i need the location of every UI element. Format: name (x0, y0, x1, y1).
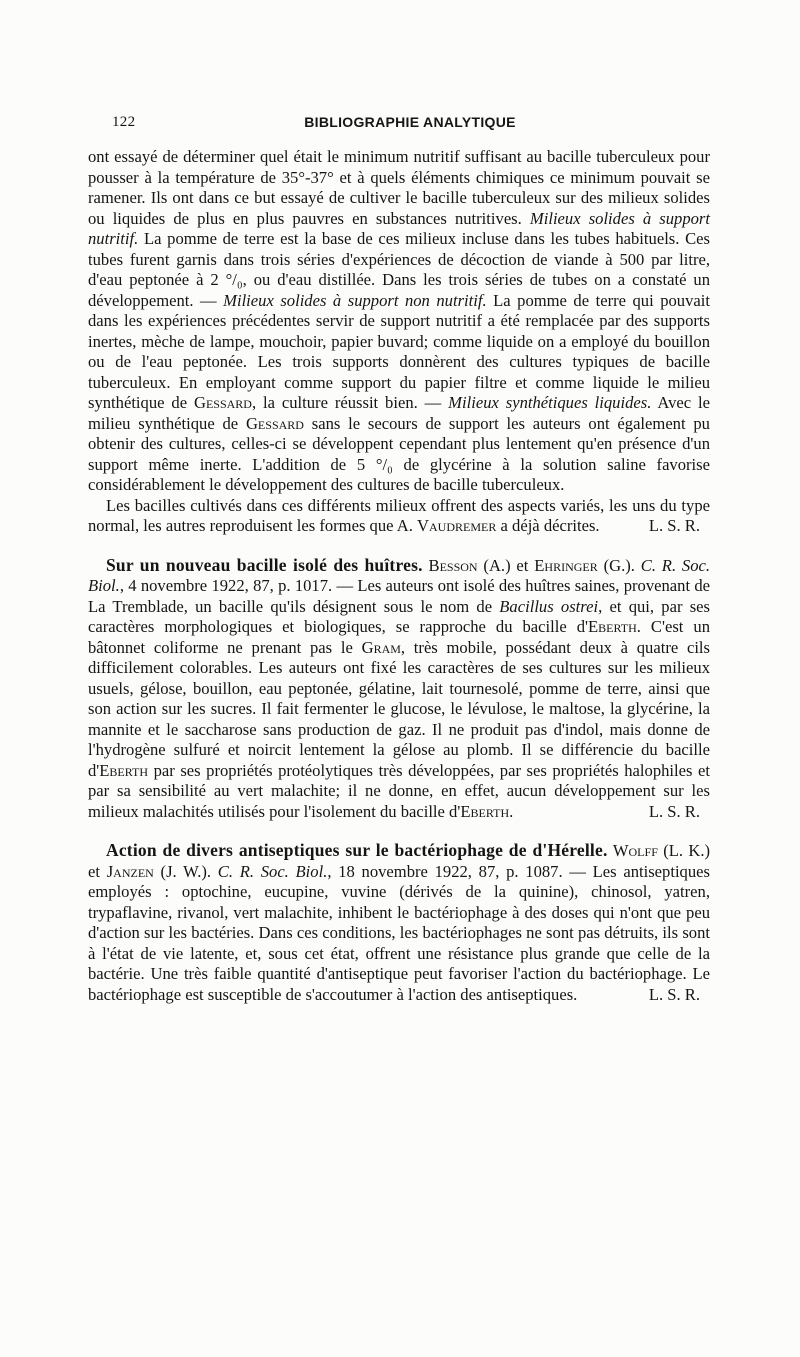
article-1-paragraph-1: ont essayé de déterminer quel était le minimum nutritif suffisant au bacille tuberculeux pour pousser à la température de 35°-37° et à quels éléments chimiques ce minimum pouvait se ramener. Ils ont dans ce but essayé de cultiver le bacille tuberculeux sur des milieux solides ou liquides de plus en plus pauvres en substances nutritives. Milieux solides à support nutritif. La pomme de terre est la base de ces milieux incluse dans les tubes habituels. Ces tubes furent garnis dans trois séries d'expériences de décoction de viande à 500 par litre, d'eau peptonée à 2 °/₀, ou d'eau distillée. Dans les trois séries de tubes on a constaté un développement. — Milieux solides à support non nutritif. La pomme de terre qui pouvait dans les expériences précédentes servir de support nutritif a été remplacée par des supports inertes, mèche de lampe, mouchoir, papier buvard; comme liquide on a employé du bouillon ou de l'eau peptonée. Les trois supports donnèrent des cultures typiques de bacille tuberculeux. En employant comme support du papier filtre et comme liquide le milieu synthétique de Gessard, la culture réussit bien. — Milieux synthétiques liquides. Avec le milieu synthétique de Gessard sans le secours de support les auteurs ont également pu obtenir des cultures, celles-ci se développent cependant plus lentement qu'en présence d'un support même inerte. L'addition de 5 °/₀ de glycérine à la solution saline favorise considérablement le développement des cultures de bacille tuberculeux. (88, 147, 711, 494)
page-number: 122 (112, 114, 136, 130)
article-2-signature: L. S. R. (648, 801, 700, 821)
running-title: BIBLIOGRAPHIE ANALYTIQUE (304, 114, 516, 130)
article-3: Action de divers antiseptiques sur le bactériophage de d'Hérelle. Wolff (L. K.) et Janzen (J. W.). C. R. Soc. Biol., 18 novembre 1922, 87, p. 1087. — Les antiseptiques employés : optochine, eucupine, vuvine (dérivés de la quinine), chinosol, yatren, trypaflavine, rivanol, vert malachite, inhibent le bactériophage à des doses qui n'ont que peu d'action sur les bactéries. Dans ces conditions, les bactériophages ne sont pas détruits, ils sont à l'état de vie latente, et, sous cet état, offrent une résistance plus grande que celle de la bactérie. Une très faible quantité d'antiseptique peut favoriser l'action du bactériophage. Le bactériophage est susceptible de s'accoutumer à l'action des antiseptiques. L. S. R. (88, 840, 710, 1004)
article-3-signature: L. S. R. (648, 984, 700, 1004)
article-2: Sur un nouveau bacille isolé des huîtres. Besson (A.) et Ehringer (G.). C. R. Soc. Biol., 4 novembre 1922, 87, p. 1017. — Les auteurs ont isolé des huîtres saines, provenant de La Tremblade, un bacille qu'ils désignent sous le nom de Bacillus ostrei, et qui, par ses caractères morphologiques et biologiques, se rapproche du bacille d'Eberth. C'est un bâtonnet coliforme ne prenant pas le Gram, très mobile, possédant deux à quatre cils difficilement colorables. Les auteurs ont fixé les caractères de ses cultures sur les milieux usuels, gélose, bouillon, eau peptonée, gélatine, lait tournesolé, pomme de terre, ainsi que son action sur les sucres. Il fait fermenter le glucose, le lévulose, le maltose, la glycérine, la mannite et le saccharose sans production de gaz. Il ne produit pas d'indol, mais donne de l'hydrogène sulfuré et noircit lentement la gélose au plomb. Il se différencie du bacille d'Eberth par ses propriétés protéolytiques très développées, par ses propriétés halophiles et par sa sensibilité au vert malachite; il ne donne, en effet, aucun développement sur les milieux malachités utilisés pour l'isolement du bacille d'Eberth. L. S. R. (88, 554, 711, 821)
page-header (112, 114, 708, 136)
page-body (88, 147, 710, 1005)
article-1-signature: L. S. R. (648, 516, 700, 535)
article-1-paragraph-2: Les bacilles cultivés dans ces différents milieux offrent des aspects variés, les uns du type normal, les autres reproduisent les formes que A. Vaudremer a déjà décrites. L. S. R. (88, 495, 710, 535)
article-3-title: Action de divers antiseptiques sur le bactériophage de d'Hérelle. (106, 840, 608, 860)
article-2-title: Sur un nouveau bacille isolé des huîtres. (106, 554, 423, 575)
